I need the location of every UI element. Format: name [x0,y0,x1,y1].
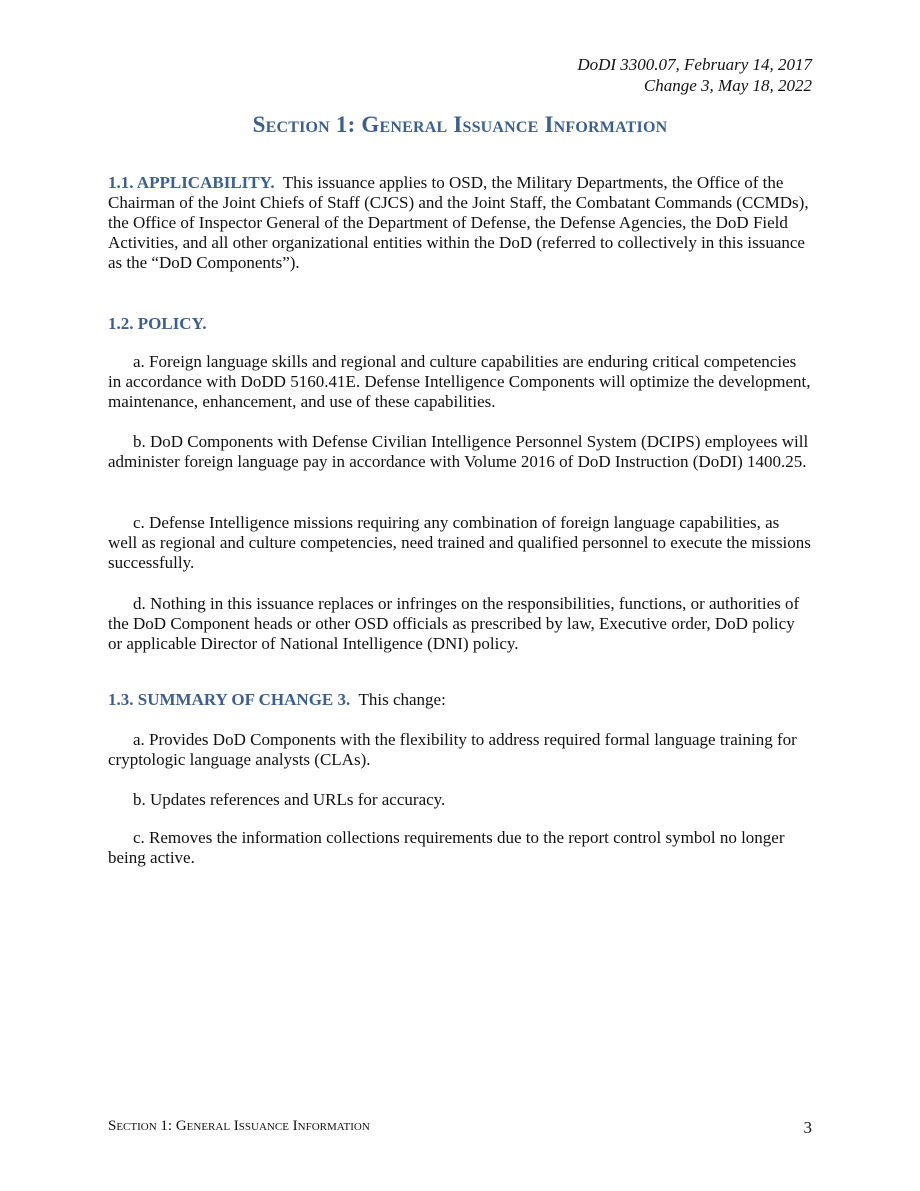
footer-section-label: Section 1: General Issuance Information [108,1118,370,1134]
section-1-2-heading-block [108,314,812,334]
policy-paragraph-d: d. Nothing in this issuance replaces or infringes on the responsibilities, functions, or authorities of the DoD Component heads or other OSD officials as prescribed by law, Executive order, DoD policy or applicable Director of National Intelligence (DNI) policy. [108,594,800,653]
page-number: 3 [803,1118,812,1137]
summary-heading: 1.3. SUMMARY OF CHANGE 3. [108,690,351,709]
summary-b-block [108,790,812,810]
header-doc-id: DoDI 3300.07, February 14, 2017 [577,55,812,74]
applicability-text: This issuance applies to OSD, the Military Departments, the Office of the Chairman of the Joint Chiefs of Staff (CJCS) and the Joint Staff, the Combatant Commands (CCMDs), the Office of Inspector General of the Department of Defense, the Defense Agencies, the DoD Field Activities, and all other organizational entities within the DoD (referred to collectively in this issuance as the “DoD Components”). [108,173,809,272]
summary-paragraph-a: a. Provides DoD Components with the flexibility to address required formal language training for cryptologic language analysts (CLAs). [108,730,797,769]
header-change: Change 3, May 18, 2022 [643,76,812,95]
section-1-1 [108,173,812,273]
policy-paragraph-b: b. DoD Components with Defense Civilian Intelligence Personnel System (DCIPS) employees will administer foreign language pay in accordance with Volume 2016 of DoD Instruction (DoDI) 1400.25. [108,432,809,471]
section-1-3-heading-block [108,690,812,710]
summary-paragraph-c: c. Removes the information collections requirements due to the report control symbol no longer being active. [108,828,785,867]
applicability-heading: 1.1. APPLICABILITY. [108,173,275,192]
section-title: Section 1: General Issuance Information [252,112,668,137]
summary-c-block [108,828,812,868]
policy-d-block [108,594,812,654]
policy-heading: 1.2. POLICY. [108,314,207,333]
policy-paragraph-a: a. Foreign language skills and regional and culture capabilities are enduring critical competencies in accordance with DoDD 5160.41E. Defense Intelligence Components will optimize the development, maintenance, enhancement, and use of these capabilities. [108,352,811,411]
policy-c-block [108,513,812,573]
applicability-paragraph [108,173,812,273]
summary-intro: This change: [358,690,446,709]
summary-paragraph-b: b. Updates references and URLs for accuracy. [133,790,446,809]
policy-paragraph-c: c. Defense Intelligence missions requiring any combination of foreign language capabilities, as well as regional and culture competencies, need trained and qualified personnel to execute the missions successfully. [108,513,811,572]
policy-b-block [108,432,812,472]
policy-a-block [108,352,812,412]
summary-a-block [108,730,812,770]
document-header [577,54,812,96]
